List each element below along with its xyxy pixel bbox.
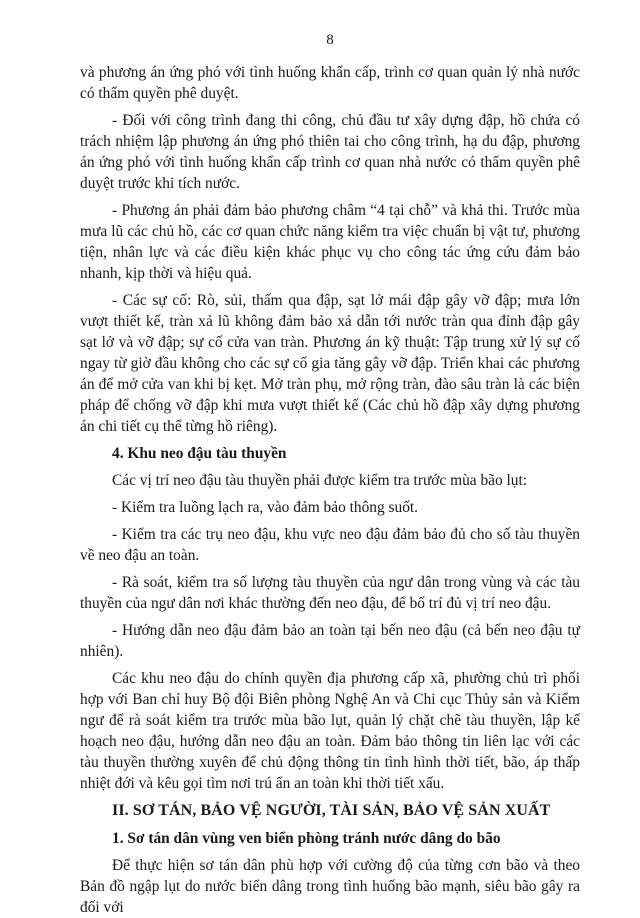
- list-item: - Kiểm tra các trụ neo đậu, khu vực neo đậu đảm bảo đủ cho số tàu thuyền về neo đậu an toàn.: [80, 526, 580, 564]
- page-number: 8: [326, 32, 334, 48]
- list-item: - Hướng dẫn neo đậu đảm bảo an toàn tại bến neo đậu (cả bến neo đậu tự nhiên).: [80, 622, 580, 660]
- paragraph: Các vị trí neo đậu tàu thuyền phải được kiểm tra trước mùa bão lụt:: [112, 472, 528, 489]
- paragraph: - Đối với công trình đang thi công, chủ đầu tư xây dựng đập, hồ chứa có trách nhiệm lập phương án ứng phó thiên tai cho công trình, hạ du đập, phương án ứng phó với tình huống khẩn cấp trình cơ quan nhà nước có thẩm quyền phê duyệt trước khi tích nước.: [80, 112, 580, 192]
- list-item: - Kiểm tra luồng lạch ra, vào đảm bảo thông suốt.: [112, 499, 419, 516]
- section-heading: 1. Sơ tán dân vùng ven biển phòng tránh nước dâng do bão: [112, 830, 501, 847]
- paragraph: Các khu neo đậu do chính quyền địa phương cấp xã, phường chủ trì phối hợp với Ban chỉ huy Bộ đội Biên phòng Nghệ An và Chi cục Thủy sản và Kiểm ngư để rà soát kiểm tra trước mùa bão lụt, quản lý chặt chẽ tàu thuyền, lập kế hoạch neo đậu, hướng dẫn neo đậu an toàn. Đảm bảo thông tin liên lạc với các tàu thuyền thường xuyên để chủ động thông tin tình hình thời tiết, bão, áp thấp nhiệt đới và kêu gọi tìm nơi trú ẩn an toàn khi thời tiết xấu.: [80, 670, 580, 792]
- list-item: - Rà soát, kiểm tra số lượng tàu thuyền của ngư dân trong vùng và các tàu thuyền của ngư dân nơi khác thường đến neo đậu, để bố trí đủ vị trí neo đậu.: [80, 574, 580, 612]
- paragraph: - Các sự cố: Rò, sủi, thấm qua đập, sạt lở mái đập gây vỡ đập; mưa lớn vượt thiết kế, tràn xả lũ không đảm bảo xả dẫn tới nước tràn qua đỉnh đập gây sạt lở và vỡ đập; sự cố cửa van tràn. Phương án kỹ thuật: Tập trung xử lý sự cố ngay từ giờ đầu không cho các sự cố gia tăng gây vỡ đập. Triển khai các phương án để mở cửa van khi bị kẹt. Mở tràn phụ, mở rộng tràn, đào sâu tràn là các biện pháp để chống vỡ đập khi mưa vượt thiết kế (Các chủ hồ đập xây dựng phương án chi tiết cụ thể từng hồ riêng).: [80, 292, 580, 435]
- chapter-heading: II. SƠ TÁN, BẢO VỆ NGƯỜI, TÀI SẢN, BẢO VỆ SẢN XUẤT: [112, 802, 551, 819]
- section-heading: 4. Khu neo đậu tàu thuyền: [112, 445, 287, 462]
- paragraph: và phương án ứng phó với tình huống khẩn cấp, trình cơ quan quản lý nhà nước có thẩm quyền phê duyệt.: [80, 64, 580, 102]
- paragraph: - Phương án phải đảm bảo phương châm “4 tại chỗ” và khả thi. Trước mùa mưa lũ các chủ hồ, các cơ quan chức năng kiểm tra việc chuẩn bị vật tư, phương tiện, nhân lực và các điều kiện khác phục vụ cho công tác ứng cứu đảm bảo nhanh, kịp thời và hiệu quả.: [80, 202, 580, 282]
- paragraph: Để thực hiện sơ tán dân phù hợp với cường độ của từng cơn bão và theo Bản đồ ngập lụt do nước biển dâng trong tình huống bão mạnh, siêu bão gây ra đối với: [80, 857, 580, 916]
